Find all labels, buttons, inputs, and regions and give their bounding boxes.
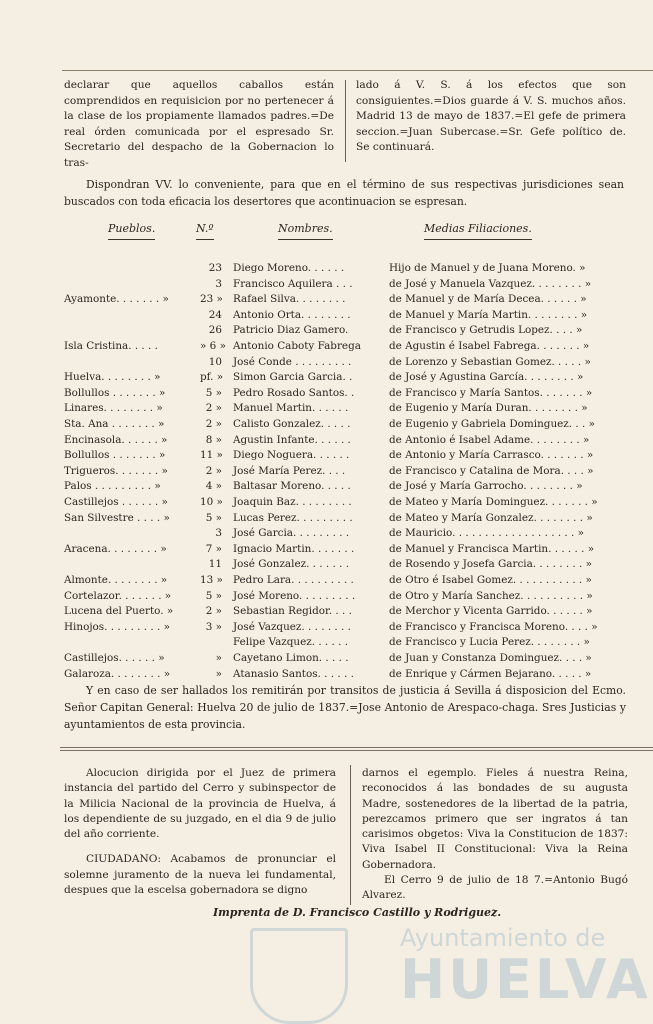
row-filiacion: de Antonio é Isabel Adame. . . . . . . . » bbox=[389, 433, 590, 446]
row-pueblo: Isla Cristina. . . . . bbox=[64, 340, 158, 352]
row-number: 10 » bbox=[200, 496, 223, 508]
row-pueblo: Galaroza. . . . . . . . » bbox=[64, 667, 171, 680]
row-filiacion: de Francisco y Getrudis Lopez. . . . » bbox=[389, 324, 583, 337]
row-filiacion: de Mateo y María Dominguez. . . . . . . » bbox=[389, 496, 598, 508]
row-nombre: José Gonzalez. . . . . . . bbox=[233, 558, 350, 571]
column-divider-2 bbox=[350, 765, 351, 905]
table-row bbox=[64, 621, 628, 636]
row-filiacion: de Francisco y María Santos. . . . . . . » bbox=[389, 386, 593, 399]
row-filiacion: de Otro é Isabel Gomez. . . . . . . . . . . » bbox=[389, 574, 592, 586]
col2-text: lado á V. S. á los efectos que son consiguientes.=Dios guarde á V. S. muchos años. Madrid 13 de mayo de 1837.=El gefe de primera seccion.=Juan Subercase.=Sr. Gefe político de. Se continuará. bbox=[356, 79, 626, 153]
row-pueblo: Castillejos . . . . . . » bbox=[64, 496, 168, 508]
table-row bbox=[64, 590, 628, 605]
table-row bbox=[64, 558, 628, 573]
row-pueblo: Bollullos . . . . . . . » bbox=[64, 449, 166, 462]
row-filiacion: de Merchor y Vicenta Garrido. . . . . . » bbox=[389, 605, 593, 618]
table-row bbox=[64, 605, 628, 620]
row-filiacion: de Antonio y María Carrasco. . . . . . . » bbox=[389, 449, 594, 462]
row-number: 3 » bbox=[205, 620, 222, 633]
row-filiacion: de Francisco y Lucia Perez. . . . . . . . » bbox=[389, 636, 590, 649]
row-number: 23 bbox=[208, 262, 222, 274]
row-nombre: Cayetano Limon. . . . . bbox=[233, 652, 349, 664]
row-pueblo: Almonte. . . . . . . . » bbox=[64, 574, 168, 586]
row-filiacion: de Otro y María Sanchez. . . . . . . . . . » bbox=[389, 589, 593, 602]
row-number: » 6 » bbox=[200, 340, 226, 352]
row-number: 2 » bbox=[205, 464, 222, 477]
row-number: 3 bbox=[215, 527, 222, 540]
row-number: 24 bbox=[208, 308, 222, 321]
shield-icon bbox=[250, 928, 348, 1024]
row-nombre: Rafael Silva. . . . . . . . bbox=[233, 293, 346, 306]
row-nombre: Diego Noguera. . . . . . bbox=[233, 449, 350, 462]
row-pueblo: Lucena del Puerto. » bbox=[64, 605, 174, 618]
row-nombre: Pedro Lara. . . . . . . . . . bbox=[233, 574, 354, 586]
row-filiacion: de José y María Garrocho. . . . . . . . » bbox=[389, 480, 583, 493]
row-filiacion: de José y Manuela Vazquez. . . . . . . . » bbox=[389, 277, 592, 290]
row-nombre: Patricio Diaz Gamero. bbox=[233, 324, 349, 337]
row-number: 5 » bbox=[205, 511, 222, 524]
row-nombre: Agustin Infante. . . . . . bbox=[233, 433, 351, 446]
row-filiacion: de José y Agustina García. . . . . . . . » bbox=[389, 371, 584, 384]
table-row bbox=[64, 278, 628, 293]
table-row bbox=[64, 402, 628, 417]
table-row bbox=[64, 652, 628, 667]
row-number: 23 » bbox=[200, 293, 223, 306]
row-pueblo: Palos . . . . . . . . . » bbox=[64, 480, 161, 493]
table-row bbox=[64, 309, 628, 324]
watermark bbox=[230, 920, 650, 1024]
row-nombre: Felipe Vazquez. . . . . . bbox=[233, 636, 349, 649]
header-filiaciones: Medias Filiaciones. bbox=[424, 222, 532, 235]
row-filiacion: de Eugenio y Gabriela Dominguez. . . » bbox=[389, 418, 595, 430]
text-column-3 bbox=[64, 766, 336, 898]
table-row bbox=[64, 527, 628, 542]
col4-text: darnos el egemplo. Fieles á nuestra Reina, reconocidos á las bondades de su augusta Madre, sostenedores de la libertad de la patria, perezcamos primero que ser ingratos á tan carisimos obgetos: Viva la Constitucion de 1837: Viva Isabel II Constitucional: Viva la Reina Gobernadora. bbox=[362, 767, 628, 871]
row-number: 13 » bbox=[200, 574, 223, 586]
table-row bbox=[64, 449, 628, 464]
row-number: 2 » bbox=[205, 605, 222, 618]
row-number: 11 bbox=[208, 558, 222, 571]
row-pueblo: Trigueros. . . . . . . » bbox=[64, 464, 168, 477]
dispondran-paragraph: Dispondran VV. lo conveniente, para que en el término de sus respectivas jurisdiciones sean buscados con toda eficacia los desertores que acontinuacion se espresan. bbox=[64, 178, 624, 208]
col4-signature: El Cerro 9 de julio de 18 7.=Antonio Bugó Alvarez. bbox=[362, 874, 628, 902]
text-column-2 bbox=[356, 78, 626, 156]
table-row bbox=[64, 434, 628, 449]
row-nombre: Francisco Aquilera . . . bbox=[233, 277, 353, 290]
row-pueblo: Ayamonte. . . . . . . » bbox=[64, 293, 169, 306]
row-number: pf. » bbox=[200, 371, 224, 384]
row-nombre: Sebastian Regidor. . . . bbox=[233, 605, 352, 618]
row-filiacion: de Eugenio y María Duran. . . . . . . . » bbox=[389, 402, 588, 415]
table-row bbox=[64, 324, 628, 339]
table-row bbox=[64, 512, 628, 527]
row-number: 3 bbox=[215, 277, 222, 290]
table-row bbox=[64, 356, 628, 371]
header-num: N.º bbox=[196, 222, 214, 235]
section-rule-second bbox=[60, 750, 653, 751]
row-nombre: Ignacio Martin. . . . . . . bbox=[233, 542, 355, 555]
table-row bbox=[64, 574, 628, 589]
row-filiacion: de Enrique y Cármen Bejarano. . . . . » bbox=[389, 667, 592, 680]
row-pueblo: Bollullos . . . . . . . » bbox=[64, 386, 166, 399]
table-row bbox=[64, 387, 628, 402]
row-filiacion: de Manuel y de María Decea. . . . . . » bbox=[389, 293, 587, 306]
row-pueblo: Aracena. . . . . . . . » bbox=[64, 542, 167, 555]
row-number: » bbox=[215, 667, 222, 680]
row-pueblo: Cortelazor. . . . . . . » bbox=[64, 589, 172, 602]
row-filiacion: de Manuel y María Martin. . . . . . . . » bbox=[389, 308, 588, 321]
watermark-line2: HUELVA bbox=[400, 948, 651, 1011]
row-number: 5 » bbox=[205, 589, 222, 602]
table-row bbox=[64, 293, 628, 308]
table-row bbox=[64, 496, 628, 511]
row-number: 2 » bbox=[205, 402, 222, 415]
row-filiacion: Hijo de Manuel y de Juana Moreno. » bbox=[389, 262, 586, 274]
row-pueblo: Encinasola. . . . . . » bbox=[64, 433, 168, 446]
row-nombre: Antonio Caboty Fabrega bbox=[233, 340, 361, 352]
text-column-4 bbox=[362, 766, 628, 904]
row-filiacion: de Mauricio. . . . . . . . . . . . . . . . . . . » bbox=[389, 527, 585, 540]
imprint-line: Imprenta de D. Francisco Castillo y Rodriguez. bbox=[213, 906, 502, 919]
table-row bbox=[64, 668, 628, 683]
row-pueblo: Hinojos. . . . . . . . . » bbox=[64, 620, 170, 633]
row-nombre: José Conde . . . . . . . . . bbox=[233, 355, 352, 368]
row-nombre: José Moreno. . . . . . . . . bbox=[233, 589, 356, 602]
table-row bbox=[64, 543, 628, 558]
row-nombre: Atanasio Santos. . . . . . bbox=[233, 667, 354, 680]
row-pueblo: Huelva. . . . . . . . » bbox=[64, 371, 161, 384]
header-pueblos: Pueblos. bbox=[108, 222, 155, 235]
section-rule bbox=[60, 747, 653, 748]
row-nombre: Manuel Martin. . . . . . bbox=[233, 402, 349, 415]
table-row bbox=[64, 480, 628, 495]
row-number: 5 » bbox=[205, 386, 222, 399]
row-pueblo: Castillejos. . . . . . » bbox=[64, 652, 165, 664]
row-number: 10 bbox=[208, 355, 222, 368]
row-filiacion: de Manuel y Francisca Martin. . . . . . » bbox=[389, 542, 595, 555]
row-nombre: Calisto Gonzalez. . . . . bbox=[233, 418, 351, 430]
row-nombre: Joaquin Baz. . . . . . . . . bbox=[233, 496, 352, 508]
row-nombre: José Garcia. . . . . . . . . bbox=[233, 527, 350, 540]
ciudadano-paragraph: CIUDADANO: Acabamos de pronunciar el solemne juramento de la nueva lei fundamental, despues que la escelsa gobernadora se digno bbox=[64, 853, 336, 897]
alocucion-heading: Alocucion dirigida por el Juez de primera instancia del partido del Cerro y subinspector de la Milicia Nacional de la provincia de Huelva, á los dependiente de su juzgado, en el dia 9 de julio del año corriente. bbox=[64, 767, 336, 841]
row-number: 7 » bbox=[205, 542, 222, 555]
row-number: 26 bbox=[208, 324, 222, 337]
table-row bbox=[64, 262, 628, 277]
row-nombre: Diego Moreno. . . . . . bbox=[233, 262, 345, 274]
table-row bbox=[64, 418, 628, 433]
table-row bbox=[64, 371, 628, 386]
row-nombre: José Vazquez. . . . . . . . bbox=[233, 620, 351, 633]
header-nombres: Nombres. bbox=[278, 222, 333, 235]
table-row bbox=[64, 465, 628, 480]
row-number: 8 » bbox=[205, 433, 222, 446]
row-nombre: Baltasar Moreno. . . . . bbox=[233, 480, 351, 493]
table-row bbox=[64, 340, 628, 355]
row-pueblo: Sta. Ana . . . . . . . » bbox=[64, 418, 165, 430]
row-filiacion: de Mateo y María Gonzalez. . . . . . . . » bbox=[389, 511, 593, 524]
row-nombre: Pedro Rosado Santos. . bbox=[233, 386, 355, 399]
row-number: 4 » bbox=[205, 480, 222, 493]
row-nombre: Lucas Perez. . . . . . . . . bbox=[233, 511, 353, 524]
row-nombre: José María Perez. . . . bbox=[233, 464, 346, 477]
col1-text: declarar que aquellos caballos están comprendidos en requisicion por no pertenecer á la clase de los propiamente llamados padres.=De real órden comunicada por el espresado Sr. Secretario del despacho de la Gobernacion lo tras- bbox=[64, 79, 334, 169]
column-divider bbox=[345, 80, 346, 162]
top-rule bbox=[62, 70, 653, 71]
row-nombre: Antonio Orta. . . . . . . . bbox=[233, 308, 351, 321]
row-number: 2 » bbox=[205, 418, 222, 430]
row-filiacion: de Juan y Constanza Dominguez. . . . » bbox=[389, 652, 592, 664]
row-number: » bbox=[215, 652, 222, 664]
row-nombre: Simon Garcia Garcia. . bbox=[233, 371, 353, 384]
row-filiacion: de Francisco y Catalina de Mora. . . . » bbox=[389, 464, 594, 477]
text-column-1 bbox=[64, 78, 334, 171]
row-filiacion: de Agustin é Isabel Fabrega. . . . . . . » bbox=[389, 340, 590, 352]
row-filiacion: de Lorenzo y Sebastian Gomez. . . . . » bbox=[389, 355, 591, 368]
row-number: 11 » bbox=[200, 449, 223, 462]
row-pueblo: Linares. . . . . . . . » bbox=[64, 402, 163, 415]
closing-paragraph: Y en caso de ser hallados los remitirán por transitos de justicia á Sevilla á disposicion del Ecmo. Señor Capitan General: Huelva 20 de julio de 1837.=Jose Antonio de Arespaco-chaga. Sres Justicias y ayuntamientos de esta provincia. bbox=[64, 684, 626, 731]
row-filiacion: de Rosendo y Josefa Garcia. . . . . . . . » bbox=[389, 558, 592, 571]
row-filiacion: de Francisco y Francisca Moreno. . . . » bbox=[389, 620, 598, 633]
watermark-line1: Ayuntamiento de bbox=[400, 924, 606, 952]
row-pueblo: San Silvestre . . . . » bbox=[64, 511, 170, 524]
table-row bbox=[64, 636, 628, 651]
